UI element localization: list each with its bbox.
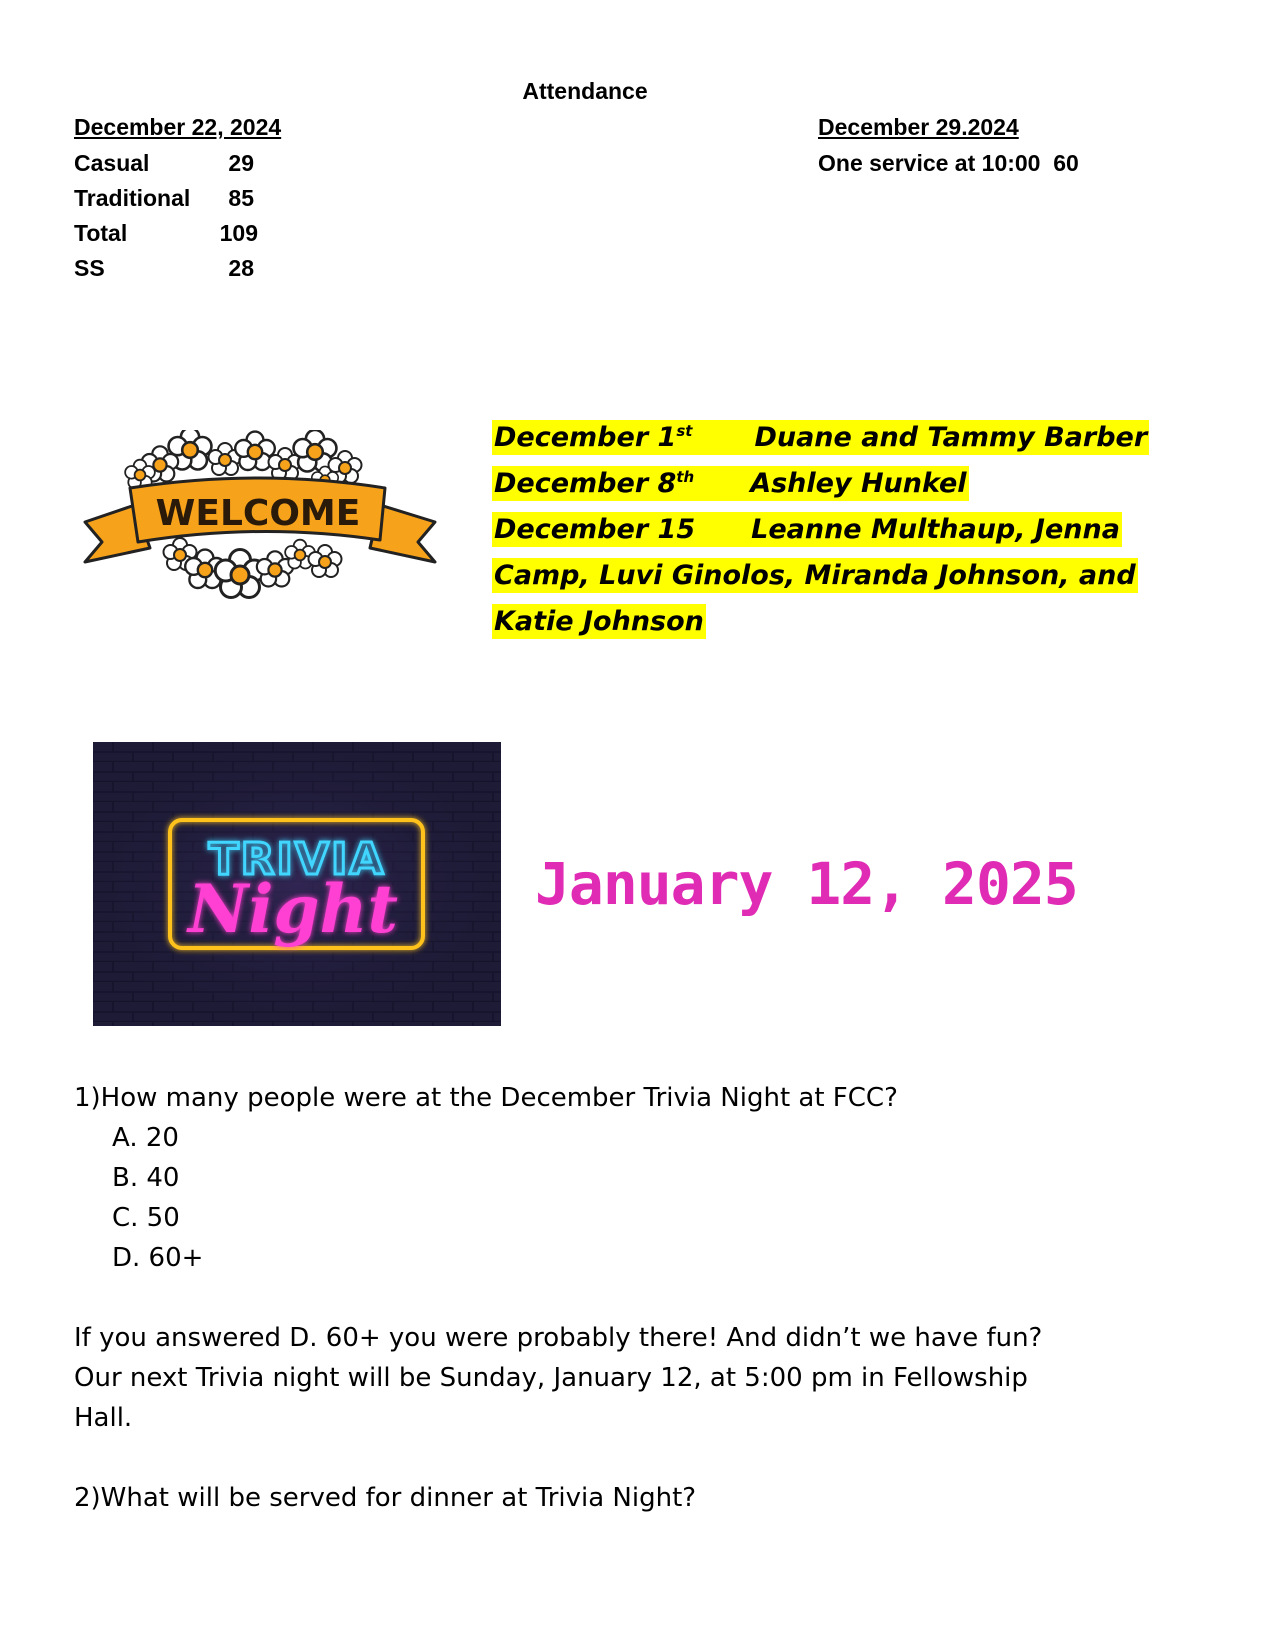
attendance-row (74, 216, 334, 251)
welcome-entry-highlight (492, 466, 969, 501)
week2-date: December 29.2024 (818, 114, 1019, 140)
trivia-paragraph-line: Hall. (74, 1403, 133, 1433)
welcome-list (492, 415, 1212, 645)
week1-attendance-list (74, 146, 334, 286)
welcome-entry-highlight (492, 420, 1149, 455)
attendance-value: 109 (219, 220, 258, 246)
attendance-row (74, 251, 334, 286)
week2-service-line: One service at 10:00 60 (818, 150, 1079, 176)
welcome-continuation (492, 599, 706, 645)
welcome-entry (492, 507, 1122, 553)
welcome-entry-names: Ashley Hunkel (750, 468, 967, 499)
question-1: 1)How many people were at the December Trivia Night at FCC? (74, 1083, 898, 1113)
attendance-value: 85 (228, 185, 254, 211)
welcome-banner-text: WELCOME (155, 493, 361, 534)
date-suffix: st (676, 422, 693, 440)
answer-option: D. 60+ (112, 1243, 204, 1273)
welcome-entry-names: Duane and Tammy Barber (754, 422, 1148, 453)
attendance-label: Casual (74, 150, 150, 176)
trivia-sign-bottom: Night (187, 870, 399, 948)
question-2: 2)What will be served for dinner at Trivia Night? (74, 1483, 697, 1513)
welcome-entry-date: December 8 (494, 468, 677, 499)
welcome-entry-highlight (492, 512, 1122, 547)
trivia-date: January 12, 2025 (535, 850, 1078, 918)
attendance-row (74, 181, 334, 216)
week1-date: December 22, 2024 (74, 114, 282, 140)
attendance-value: 29 (228, 150, 254, 176)
answer-option: C. 50 (112, 1203, 180, 1233)
attendance-label: Total (74, 220, 128, 246)
date-suffix: th (676, 468, 695, 486)
welcome-entry (492, 415, 1149, 461)
welcome-entry-date: December 15 (494, 514, 696, 545)
trivia-neon-sign (93, 742, 501, 1026)
trivia-quiz (74, 1078, 1194, 1518)
attendance-label: SS (74, 255, 105, 281)
trivia-paragraph-line: Our next Trivia night will be Sunday, January 12, at 5:00 pm in Fellowship (74, 1363, 1028, 1393)
attendance-title: Attendance (522, 78, 648, 104)
answer-option: B. 40 (112, 1163, 180, 1193)
attendance-label: Traditional (74, 185, 191, 211)
welcome-continuation (492, 553, 1138, 599)
attendance-row (74, 146, 334, 181)
welcome-banner (80, 430, 450, 615)
attendance-value: 28 (228, 255, 254, 281)
welcome-continuation-text: Katie Johnson (494, 606, 704, 637)
welcome-continuation-text: Camp, Luvi Ginolos, Miranda Johnson, and (494, 560, 1136, 591)
welcome-banner-graphic (80, 430, 450, 615)
trivia-sign-top: TRIVIA (208, 834, 386, 885)
answer-option: A. 20 (112, 1123, 179, 1153)
trivia-night-image (93, 742, 501, 1026)
welcome-entry-date: December 1 (494, 422, 677, 453)
trivia-paragraph-line: If you answered D. 60+ you were probably there! And didn’t we have fun? (74, 1323, 1043, 1353)
welcome-entry (492, 461, 969, 507)
welcome-entry-names: Leanne Multhaup, Jenna (751, 514, 1120, 545)
